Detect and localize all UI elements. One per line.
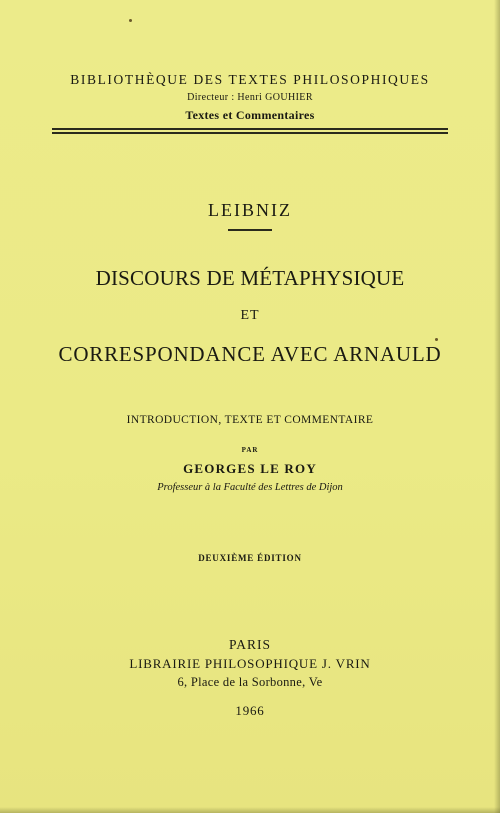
paper-speck <box>435 338 438 341</box>
imprint-city: PARIS <box>228 637 272 652</box>
editor-affiliation: Professeur à la Faculté des Lettres de Dijon <box>157 482 343 493</box>
par-label: PAR <box>241 446 259 454</box>
author-name: LEIBNIZ <box>208 200 292 220</box>
editor-name: GEORGES LE ROY <box>183 461 317 476</box>
imprint-publisher: LIBRAIRIE PHILOSOPHIQUE J. VRIN <box>129 656 371 671</box>
edition-label: DEUXIÈME ÉDITION <box>198 553 302 563</box>
book-title-line-3: CORRESPONDANCE AVEC ARNAULD <box>58 342 442 366</box>
imprint-year: 1966 <box>235 703 265 718</box>
double-rule-divider <box>52 128 448 136</box>
cover-edge-shadow <box>494 0 500 813</box>
imprint-address: 6, Place de la Sorbonne, Ve <box>177 675 323 689</box>
paper-speck <box>129 19 132 22</box>
series-title: BIBLIOTHÈQUE DES TEXTES PHILOSOPHIQUES <box>70 72 430 87</box>
cover-edge-shadow <box>0 807 500 813</box>
author-underline <box>228 229 272 231</box>
intro-credit: INTRODUCTION, TEXTE ET COMMENTAIRE <box>126 414 374 426</box>
book-title-line-2: ET <box>240 308 260 323</box>
series-director: Directeur : Henri GOUHIER <box>187 92 313 103</box>
series-subtitle: Textes et Commentaires <box>185 108 315 122</box>
book-title-line-1: DISCOURS DE MÉTAPHYSIQUE <box>95 266 405 290</box>
